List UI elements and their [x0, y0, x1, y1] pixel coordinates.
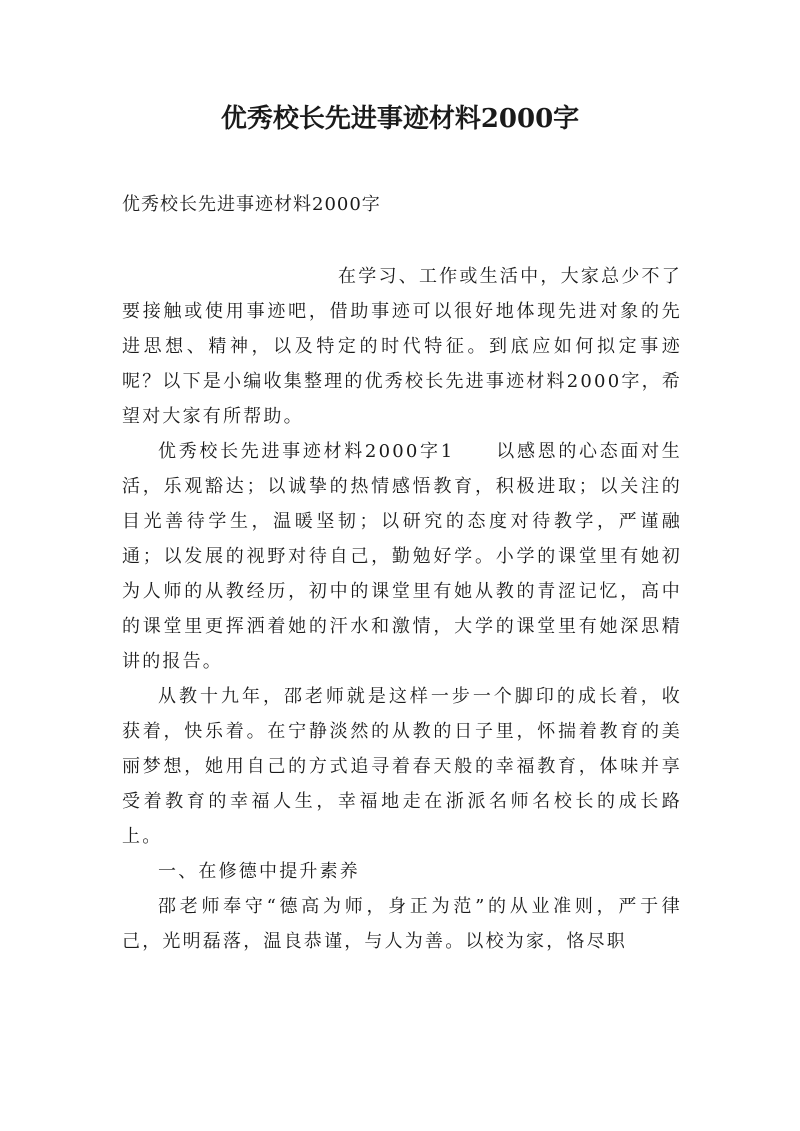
- paragraph: 从教十九年，邵老师就是这样一步一个脚印的成长着，收获着，快乐着。在宁静淡然的从教的日子里，怀揣着教育的美丽梦想，她用自己的方式追寻着春天般的幸福教育，体味并享受着教育的幸福人生，幸福地走在浙派名师名校长的成长路上。: [122, 686, 682, 847]
- section-heading: 一、在修德中提升素养: [158, 861, 360, 882]
- paragraph-intro: 在学习、工作或生活中，大家总少不了要接触或使用事迹吧，借助事迹可以很好地体现先进对象的先进思想、精神，以及特定的时代特征。到底应如何拟定事迹呢？以下是小编收集整理的优秀校长先进事迹材料2000字，希望对大家有所帮助。: [122, 266, 682, 427]
- paragraph: 邵老师奉守“德高为师，身正为范”的从业准则，严于律己，光明磊落，温良恭谨，与人为善。以校为家，恪尽职: [122, 896, 682, 952]
- document-body: [122, 259, 682, 959]
- document-title: 优秀校长先进事迹材料2000字: [220, 104, 580, 134]
- paragraph: 优秀校长先进事迹材料2000字1 以感恩的心态面对生活，乐观豁达；以诚挚的热情感悟教育，积极进取；以关注的目光善待学生，温暖坚韧；以研究的态度对待教学，严谨融通；以发展的视野对待自己，勤勉好学。小学的课堂里有她初为人师的从教经历，初中的课堂里有她从教的青涩记忆，高中的课堂里更挥洒着她的汗水和激情，大学的课堂里有她深思精讲的报告。: [122, 441, 682, 672]
- document-subtitle: 优秀校长先进事迹材料2000字: [122, 194, 381, 215]
